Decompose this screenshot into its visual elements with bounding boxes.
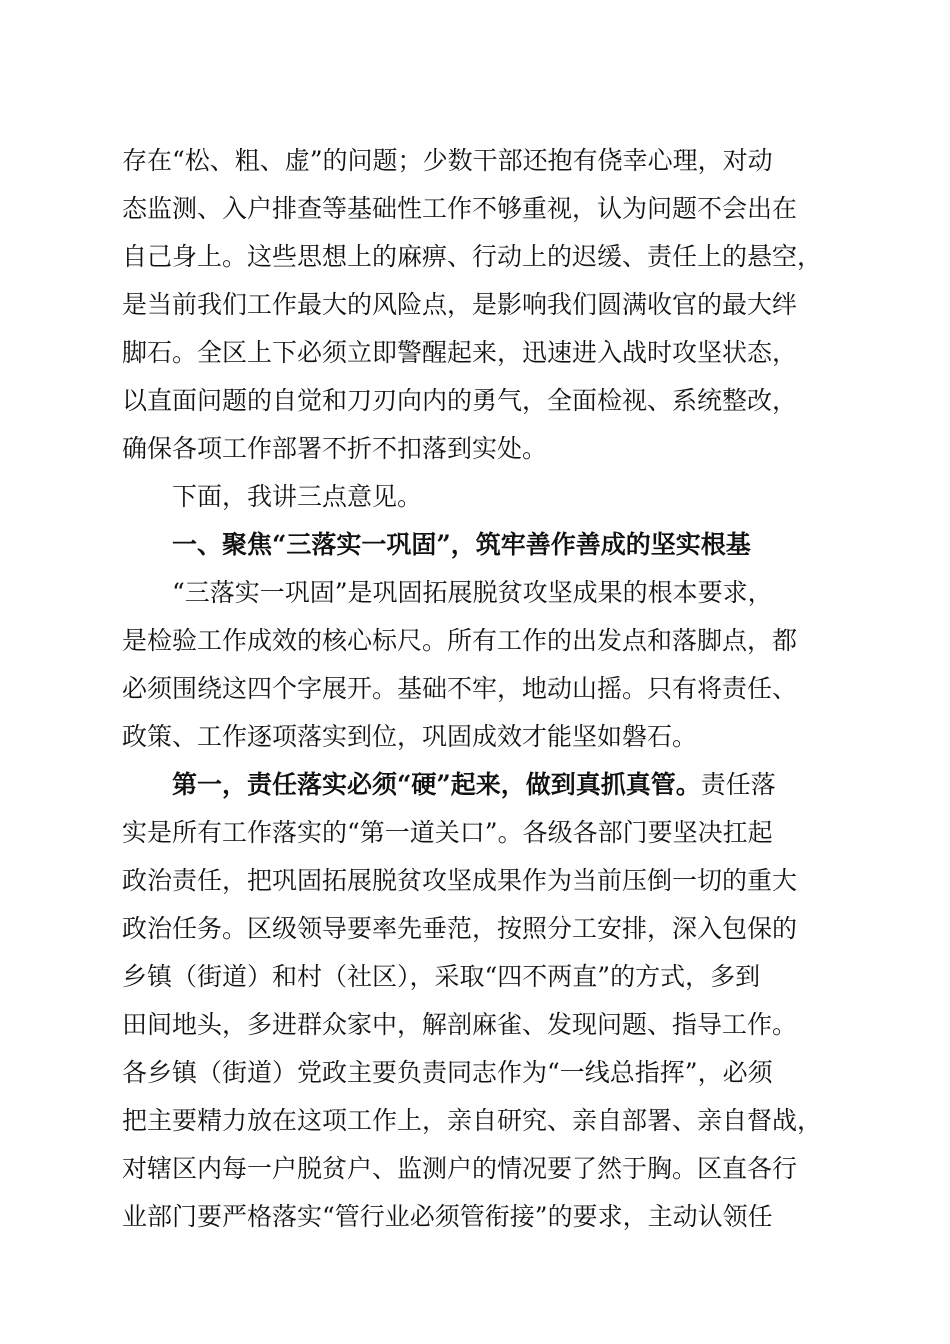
paragraph-line: 对辖区内每一户脱贫户、监测户的情况要了然于胸。区直各行: [122, 1154, 798, 1183]
paragraph-line: 存在“松、粗、虚”的问题；少数干部还抱有侥幸心理，对动: [122, 146, 773, 175]
paragraph-first-lead-line: [0, 767, 950, 803]
paragraph-line: 态监测、入户排查等基础性工作不够重视，认为问题不会出在: [122, 194, 798, 223]
paragraph-line: 各乡镇（街道）党政主要负责同志作为“一线总指挥”，必须: [122, 1058, 773, 1087]
paragraph-line: 田间地头，多进群众家中，解剖麻雀、发现问题、指导工作。: [122, 1010, 798, 1039]
paragraph-line: 实是所有工作落实的“第一道关口”。各级各部门要坚决扛起: [122, 818, 773, 847]
lead-rest: 责任落: [700, 770, 776, 799]
section-heading: 一、聚焦“三落实一巩固”，筑牢善作善成的坚实根基: [172, 530, 751, 559]
paragraph-line: 政治责任，把巩固拓展脱贫攻坚成果作为当前压倒一切的重大: [122, 866, 798, 895]
paragraph-line: 确保各项工作部署不折不扣落到实处。: [122, 434, 548, 463]
paragraph-line: 是检验工作成效的核心标尺。所有工作的出发点和落脚点，都: [122, 626, 798, 655]
paragraph-line: 政治任务。区级领导要率先垂范，按照分工安排，深入包保的: [122, 914, 798, 943]
paragraph-intro: 下面，我讲三点意见。: [172, 482, 423, 511]
paragraph-line: 必须围绕这四个字展开。基础不牢，地动山摇。只有将责任、: [122, 674, 798, 703]
paragraph-line: 是当前我们工作最大的风险点，是影响我们圆满收官的最大绊: [122, 290, 798, 319]
paragraph-line: 乡镇（街道）和村（社区），采取“四不两直”的方式，多到: [122, 962, 761, 991]
paragraph-line: 政策、工作逐项落实到位，巩固成效才能坚如磐石。: [122, 722, 698, 751]
paragraph-line: 业部门要严格落实“管行业必须管衔接”的要求，主动认领任: [122, 1202, 773, 1231]
paragraph-line: 以直面问题的自觉和刀刃向内的勇气，全面检视、系统整改，: [122, 386, 798, 415]
paragraph-line: 自己身上。这些思想上的麻痹、行动上的迟缓、责任上的悬空，: [122, 242, 823, 271]
paragraph-line: 脚石。全区上下必须立即警醒起来，迅速进入战时攻坚状态，: [122, 338, 798, 367]
paragraph-line: “三落实一巩固”是巩固拓展脱贫攻坚成果的根本要求，: [172, 578, 773, 607]
paragraph-line: 把主要精力放在这项工作上，亲自研究、亲自部署、亲自督战，: [122, 1106, 823, 1135]
lead-emphasis: 第一，责任落实必须“硬”起来，做到真抓真管。: [172, 770, 701, 799]
